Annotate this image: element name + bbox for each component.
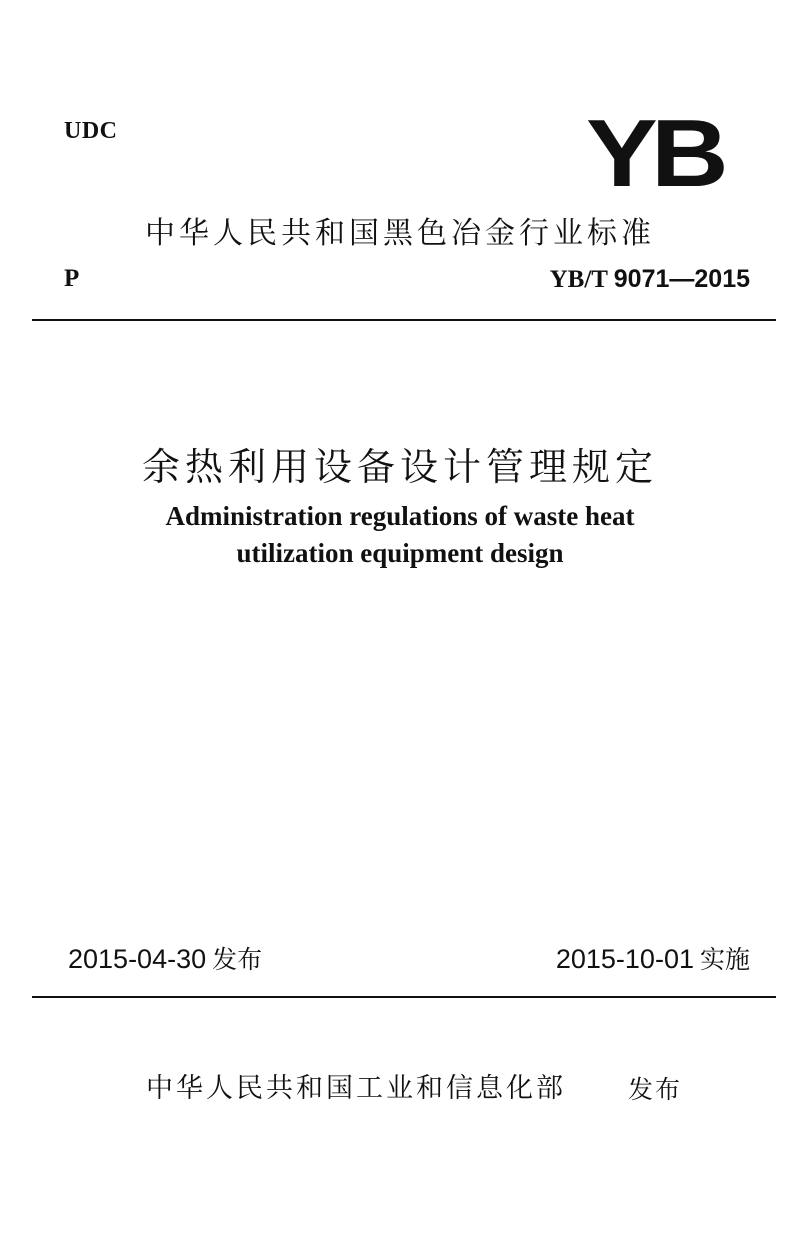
standard-number (550, 265, 750, 294)
bottom-divider (32, 996, 776, 998)
issue-label: 发布 (212, 945, 263, 974)
document-title-english (0, 498, 800, 572)
issue-date (68, 940, 262, 976)
udc-label: UDC (64, 118, 118, 144)
classification-code: P (64, 265, 80, 292)
issue-date-value: 2015-04-30 (68, 944, 207, 974)
implementation-date (556, 940, 750, 976)
implementation-label: 实施 (699, 945, 750, 974)
english-title-line-2: utilization equipment design (236, 538, 564, 568)
implementation-date-value: 2015-10-01 (555, 944, 694, 974)
publish-label: 发布 (628, 1075, 683, 1104)
standard-number-code: 9071—2015 (613, 265, 750, 293)
publisher-name: 中华人民共和国工业和信息化部 (146, 1073, 566, 1104)
yb-logo: YB (586, 100, 722, 207)
industry-standard-title: 中华人民共和国黑色冶金行业标准 (145, 216, 655, 251)
document-title-chinese: 余热利用设备设计管理规定 (141, 445, 658, 489)
top-divider (32, 319, 776, 321)
standard-number-prefix: YB/T (549, 266, 614, 293)
english-title-line-1: Administration regulations of waste heat (165, 501, 635, 531)
